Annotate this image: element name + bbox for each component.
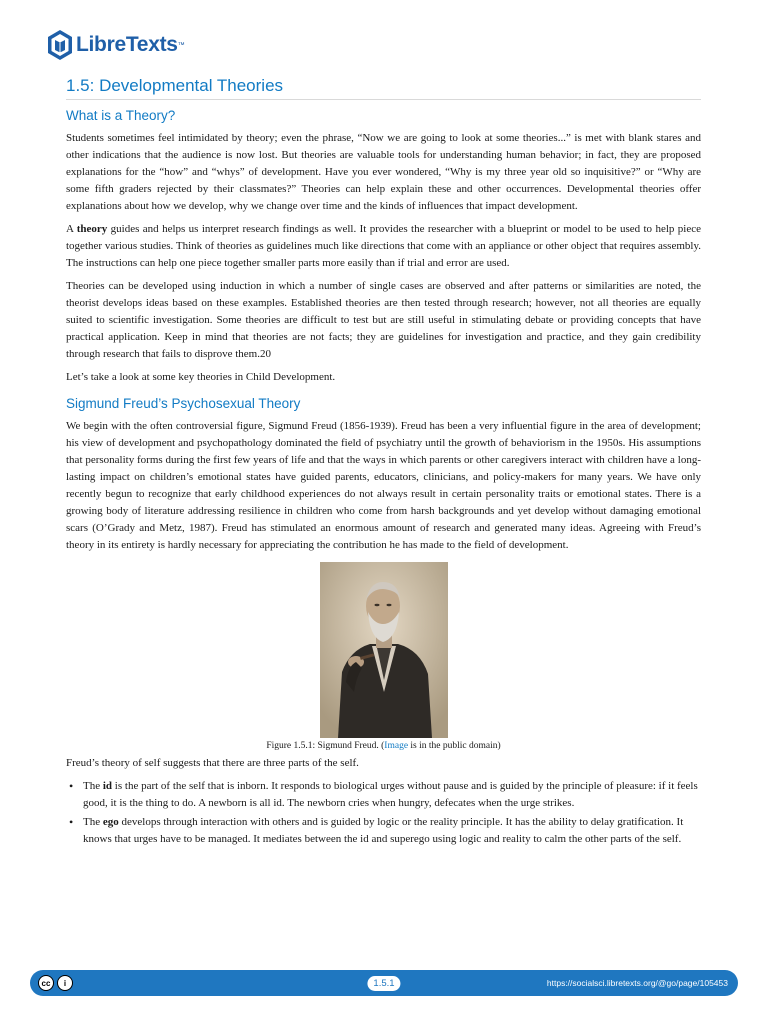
brand-tm: ™ xyxy=(177,41,185,49)
text-span: guides and helps us interpret research findings as well. It provides the researcher with a blueprint or model to be used to help piece together various studies. Think of theories as guidelines much like directions that come with an appliance or other object that requires assembly. The instructions can help one piece together smaller parts more easily than if trial and error are used. xyxy=(66,223,701,269)
cc-icon: cc xyxy=(38,975,54,991)
attribution-icon: i xyxy=(57,975,73,991)
term-ego: ego xyxy=(102,816,119,828)
page-number: 1.5.1 xyxy=(367,976,400,991)
paragraph: Theories can be developed using induction in which a number of single cases are observed and after patterns or similarities are noted, the theorist develops ideas based on these examples. Established theories are then tested through research; however, not all theories are equally suited to scientific investigation. Some theories are difficult to test but are still useful in stimulating debate or providing concepts that have practical application. Keep in mind that theories are not facts; they are guidelines for investigation and practice, and they gain credibility through research that fails to disprove them.20 xyxy=(66,280,701,360)
footer-url[interactable]: https://socialsci.libretexts.org/@go/page/105453 xyxy=(546,978,728,988)
caption-text: is in the public domain) xyxy=(408,741,501,751)
section-heading-freud: Sigmund Freud’s Psychosexual Theory xyxy=(66,396,301,411)
text-span: is the part of the self that is inborn. It responds to biological urges without pause and is guided by the principle of pleasure: if it feels good, it is the thing to do. A newborn is all id. The newborn cries when hungry, defecates when the urge strikes. xyxy=(83,780,698,809)
text-span: A xyxy=(66,223,77,235)
paragraph: Students sometimes feel intimidated by theory; even the phrase, “Now we are going to look at some theories...” is met with blank stares and other indications that the audience is now lost. But theories are valuable tools for understanding human behavior; in fact, they are proposed explanations for the “how” and “whys” of development. Have you ever wondered, “Why is my three year old so inquisitive?” or “Why are some fifth graders rejected by their classmates?” Theories can help explain these and other occurrences. Developmental theories offer explanations about how we develop, why we change over time and the kinds of influences that impact development. xyxy=(66,132,701,212)
paragraph: Freud’s theory of self suggests that there are three parts of the self. xyxy=(66,757,359,769)
libretexts-logo-icon[interactable] xyxy=(46,29,74,61)
paragraph: Let’s take a look at some key theories in Child Development. xyxy=(66,371,336,383)
portrait-illustration xyxy=(320,562,448,738)
freud-portrait-image xyxy=(320,562,448,738)
caption-text: Figure 1.5.1: Sigmund Freud. ( xyxy=(266,741,385,751)
paragraph-theory-definition xyxy=(66,221,701,272)
text-span: develops through interaction with others and is guided by logic or the reality principle. It has the ability to delay gratification. It knows that urges have to be managed. It mediates between the id and superego using logic and reality to calm the other parts of the self. xyxy=(83,816,684,845)
list-item xyxy=(83,814,701,848)
figure xyxy=(66,562,701,751)
term-theory: theory xyxy=(76,223,108,235)
paragraph: We begin with the often controversial figure, Sigmund Freud (1856-1939). Freud has been a very influential figure in the area of development; his view of development and psychopathology dominated the field of psychiatry until the growth of behaviorism in the 1950s. His assumptions that personality forms during the first few years of life and that the ways in which parents or other caregivers interact with children have a long-lasting impact on children’s emotional states have guided parents, educators, clinicians, and policy-makers for many years. We have only recently begun to recognize that early childhood experiences do not always result in certain personality traits or emotional states. There is a growing body of literature addressing resilience in children who come from harsh backgrounds and yet develop without damaging emotional scars (O’Grady and Metz, 1987). Freud has stimulated an enormous amount of research and generated many ideas. Agreeing with Freud’s theory in its entirety is hardly necessary for appreciating the contribution he has made to the field of development. xyxy=(66,420,701,551)
bullet-list xyxy=(66,778,701,848)
text-span: The xyxy=(83,816,103,828)
site-header xyxy=(46,27,185,63)
main-content xyxy=(66,76,701,850)
image-link[interactable]: Image xyxy=(384,741,409,751)
list-item xyxy=(83,778,701,812)
figure-caption xyxy=(266,741,500,751)
license-icons[interactable] xyxy=(38,975,76,991)
term-id: id xyxy=(102,780,113,792)
page-footer xyxy=(30,970,738,996)
section-heading-theory: What is a Theory? xyxy=(66,108,176,123)
page-title: 1.5: Developmental Theories xyxy=(66,76,701,100)
brand-name[interactable]: LibreTexts xyxy=(76,33,178,56)
text-span: The xyxy=(83,780,103,792)
